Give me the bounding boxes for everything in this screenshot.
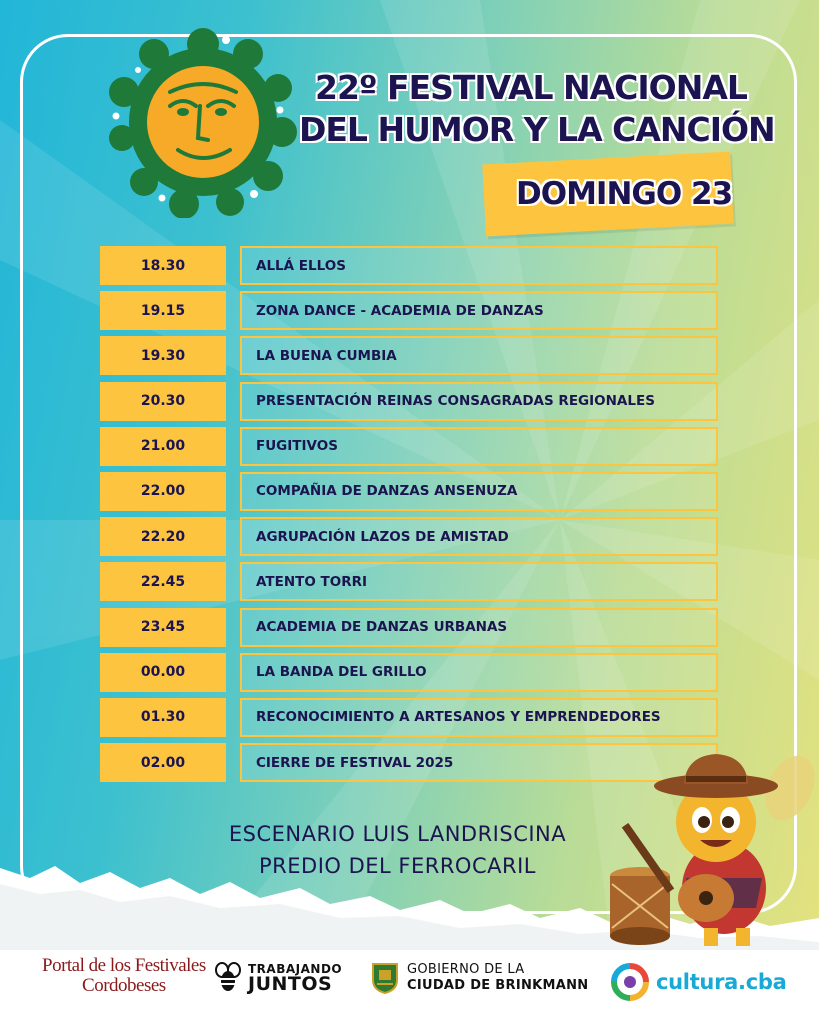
schedule-act: ATENTO TORRI	[240, 562, 718, 601]
schedule-time: 20.30	[100, 382, 226, 421]
venue-line2: PREDIO DEL FERROCARIL	[259, 854, 536, 878]
schedule-list	[100, 246, 720, 788]
schedule-time: 22.45	[100, 562, 226, 601]
schedule-time: 01.30	[100, 698, 226, 737]
schedule-row	[100, 517, 720, 556]
schedule-row	[100, 382, 720, 421]
schedule-act: PRESENTACIÓN REINAS CONSAGRADAS REGIONALES	[240, 382, 718, 421]
festival-title-line2: DEL HUMOR Y LA CANCIÓN	[299, 110, 775, 149]
trabajando-juntos-logo	[214, 962, 343, 995]
bee-icon	[214, 962, 242, 992]
schedule-act: LA BUENA CUMBIA	[240, 336, 718, 375]
schedule-row	[100, 246, 720, 285]
schedule-act: RECONOCIMIENTO A ARTESANOS Y EMPRENDEDORES	[240, 698, 718, 737]
schedule-row	[100, 653, 720, 692]
juntos-text: JUNTOS	[248, 973, 333, 995]
portal-festivales-logo	[42, 956, 206, 996]
schedule-time: 23.45	[100, 608, 226, 647]
schedule-time: 19.15	[100, 291, 226, 330]
schedule-act: ALLÁ ELLOS	[240, 246, 718, 285]
schedule-row	[100, 472, 720, 511]
portal-line2: Cordobeses	[82, 975, 166, 996]
schedule-row	[100, 291, 720, 330]
schedule-time: 00.00	[100, 653, 226, 692]
schedule-time: 22.20	[100, 517, 226, 556]
schedule-time: 19.30	[100, 336, 226, 375]
gobierno-text: GOBIERNO DE LA	[407, 962, 525, 977]
schedule-time: 18.30	[100, 246, 226, 285]
cultura-cba-logo	[610, 962, 786, 1002]
venue-line1: ESCENARIO LUIS LANDRISCINA	[228, 822, 567, 846]
festival-title-line1: 22º FESTIVAL NACIONAL	[315, 68, 747, 107]
cultura-logo-icon	[610, 962, 650, 1002]
schedule-row	[100, 608, 720, 647]
schedule-act: CIERRE DE FESTIVAL 2025	[240, 743, 718, 782]
schedule-act: LA BANDA DEL GRILLO	[240, 653, 718, 692]
gobierno-brinkmann-logo	[371, 962, 588, 994]
city-shield-icon	[371, 962, 399, 994]
schedule-act: COMPAÑIA DE DANZAS ANSENUZA	[240, 472, 718, 511]
schedule-act: ZONA DANCE - ACADEMIA DE DANZAS	[240, 291, 718, 330]
ciudad-text: CIUDAD DE BRINKMANN	[407, 978, 589, 993]
portal-line1: Portal de los Festivales	[42, 955, 206, 976]
schedule-act: FUGITIVOS	[240, 427, 718, 466]
schedule-row	[100, 562, 720, 601]
trabajando-text: TRABAJANDO	[248, 962, 343, 976]
schedule-time: 02.00	[100, 743, 226, 782]
schedule-row	[100, 427, 720, 466]
festival-logo-icon	[108, 26, 298, 218]
cultura-text: cultura.cba	[656, 970, 787, 994]
schedule-row	[100, 698, 720, 737]
schedule-act: ACADEMIA DE DANZAS URBANAS	[240, 608, 718, 647]
schedule-time: 22.00	[100, 472, 226, 511]
cricket-mascot-icon	[606, 748, 816, 948]
day-label: DOMINGO 23	[516, 176, 733, 212]
schedule-row	[100, 336, 720, 375]
schedule-time: 21.00	[100, 427, 226, 466]
schedule-act: AGRUPACIÓN LAZOS DE AMISTAD	[240, 517, 718, 556]
